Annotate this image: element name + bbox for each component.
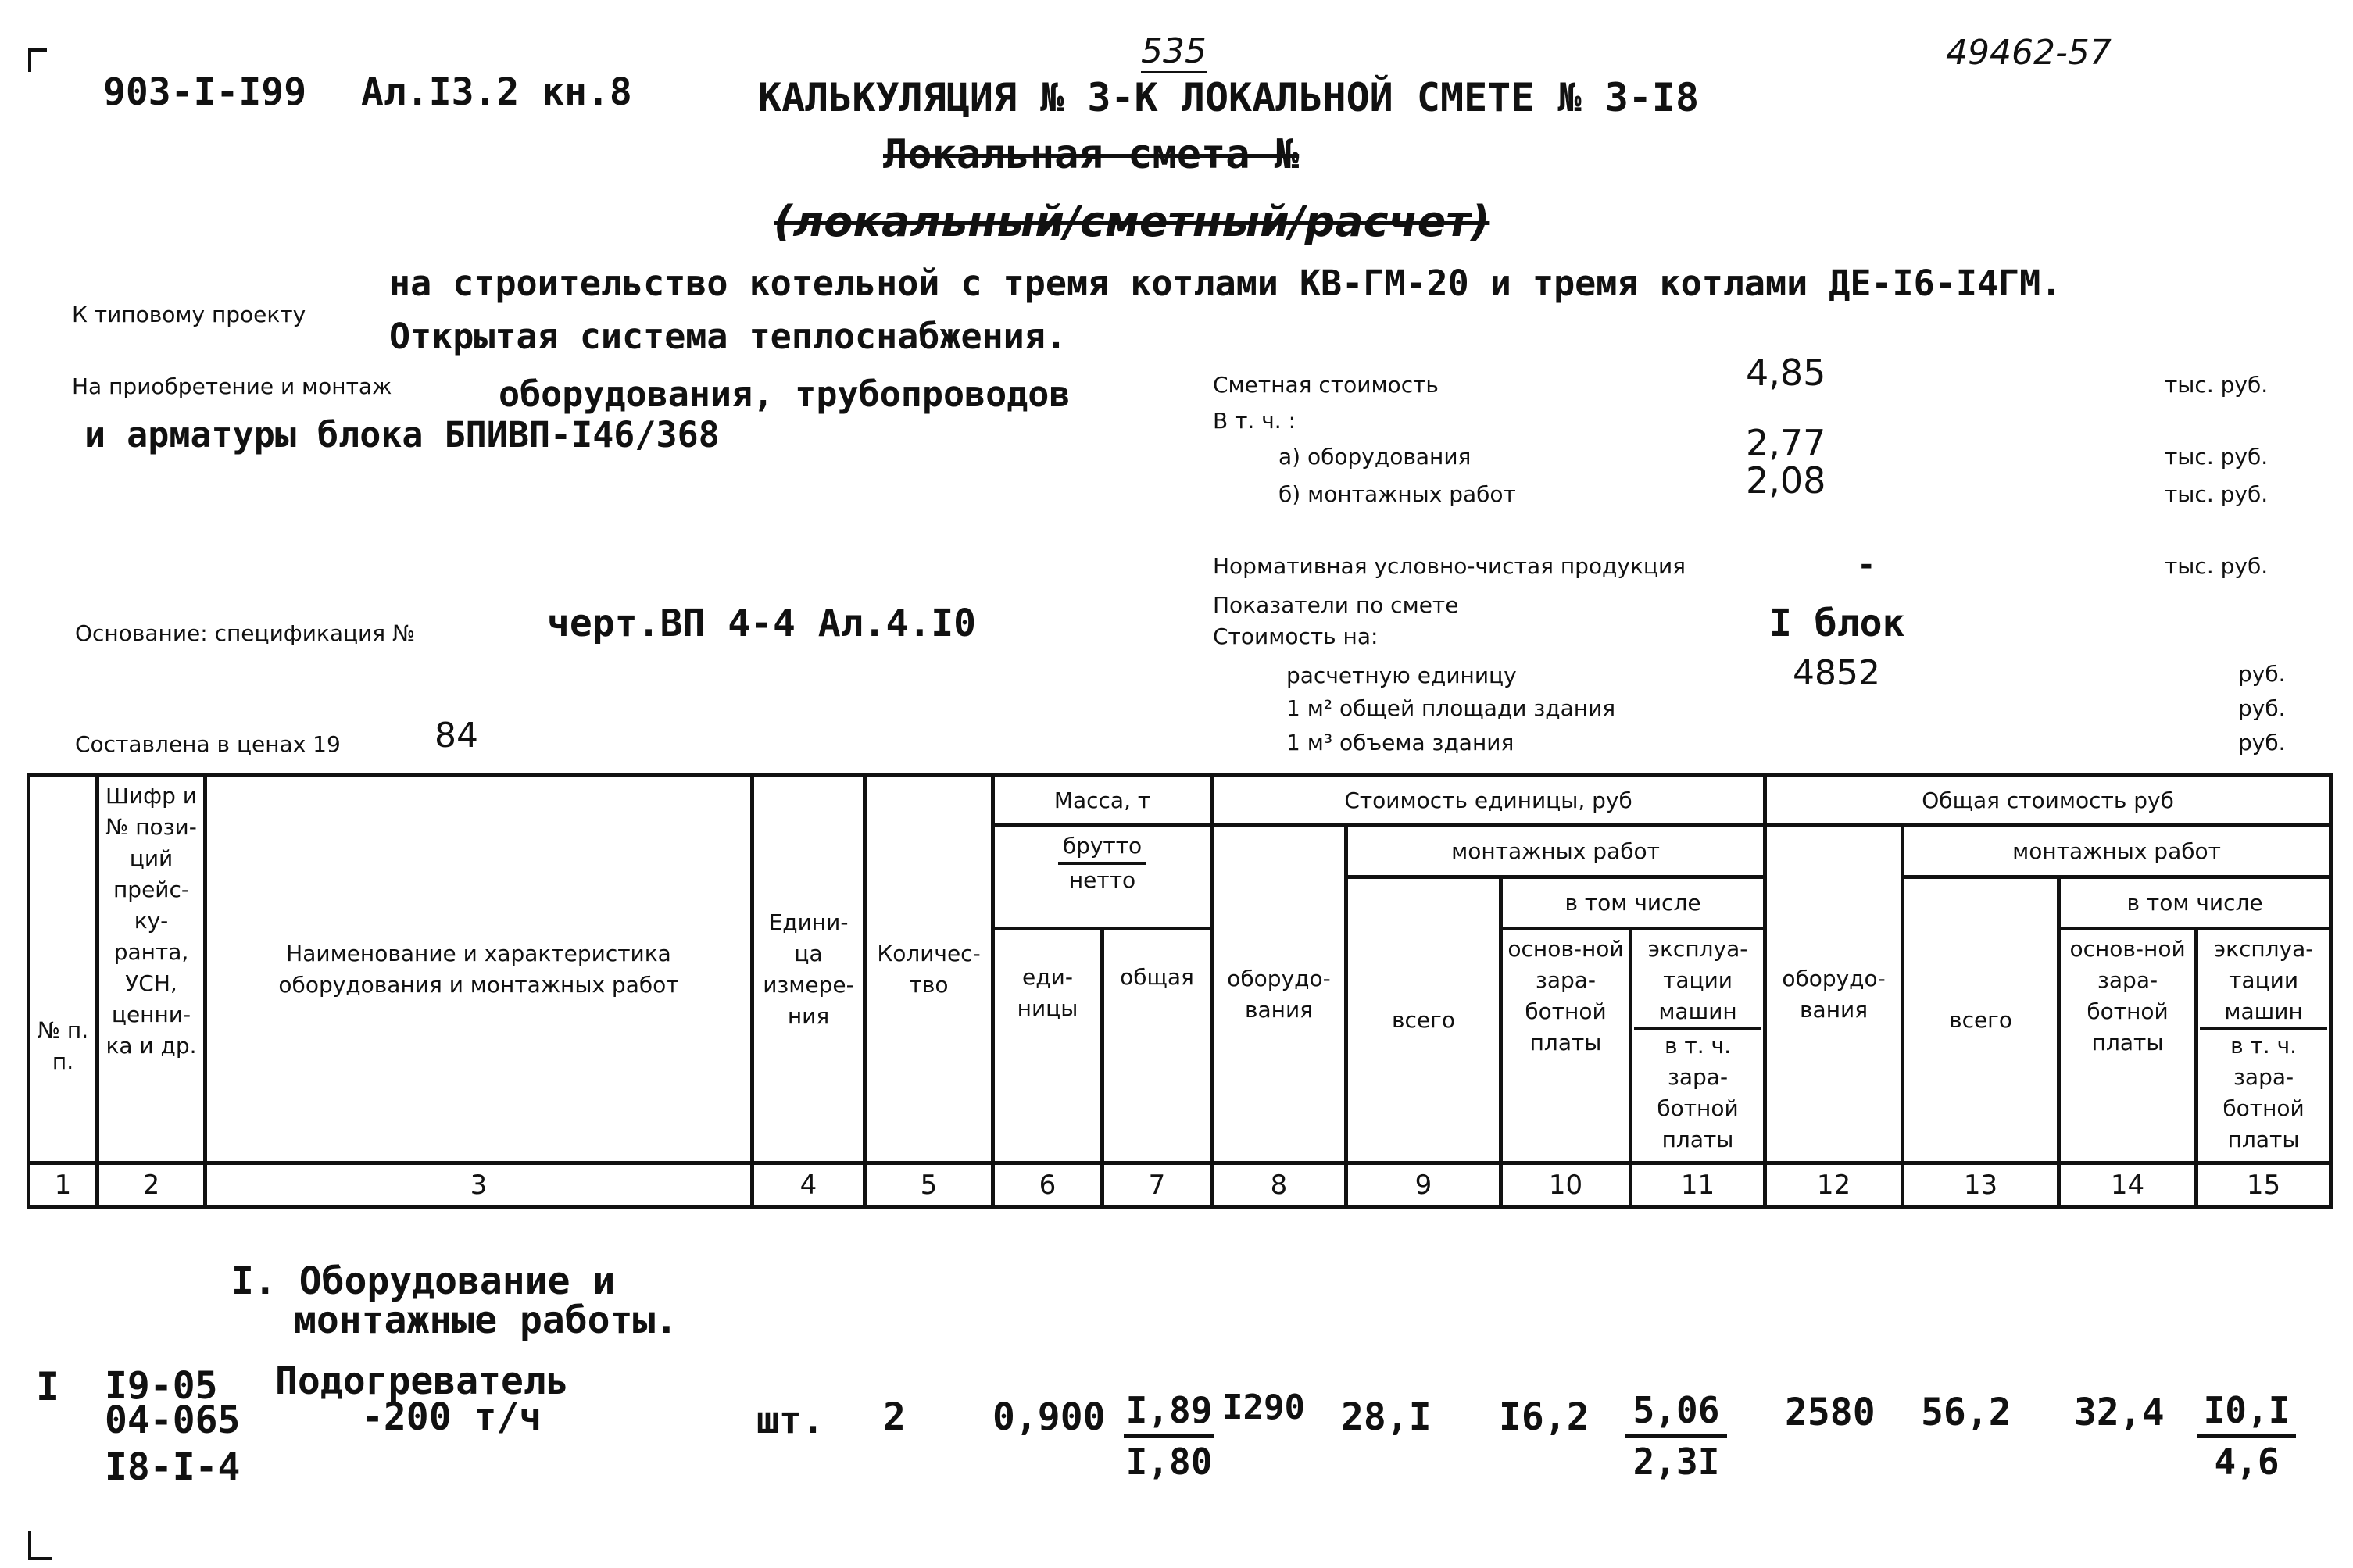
row-qty: 2 bbox=[883, 1395, 906, 1439]
row-code-line-1: I9-05 bbox=[105, 1364, 218, 1408]
calc-unit-value: 4852 bbox=[1793, 653, 1880, 693]
equipment-unit: тыс. руб. bbox=[2165, 444, 2269, 470]
row-name-line-2: -200 т/ч bbox=[361, 1395, 542, 1439]
volume-unit: руб. bbox=[2238, 730, 2286, 755]
corner-mark-bottom-left-h bbox=[28, 1557, 52, 1560]
header-col-11-top: эксплуа-тации машин bbox=[1634, 934, 1761, 1030]
basis-value: черт.ВП 4-4 Ал.4.I0 bbox=[547, 602, 977, 645]
crossed-out-line-1: Локальная смета № bbox=[883, 131, 1300, 178]
area-label: 1 м² общей площади здания bbox=[1286, 695, 1616, 721]
project-label: К типовому проекту bbox=[72, 302, 306, 327]
area-unit: руб. bbox=[2238, 695, 2286, 721]
estimated-cost-value: 4,85 bbox=[1746, 352, 1826, 394]
row-machine-top: 5,06 bbox=[1625, 1389, 1727, 1438]
installation-label: б) монтажных работ bbox=[1278, 481, 1516, 507]
row-name-line-1: Подогреватель bbox=[275, 1359, 569, 1403]
crossed-out-line-2: (локальный/сметный/расчет) bbox=[774, 197, 1490, 246]
calc-unit-label: расчетную единицу bbox=[1286, 663, 1517, 688]
basis-label: Основание: спецификация № bbox=[75, 620, 416, 646]
header-incl: в том числе bbox=[1501, 877, 1765, 929]
cost-per-value: I блок bbox=[1769, 602, 1905, 645]
row-install-total-sum: 56,2 bbox=[1921, 1391, 2011, 1434]
normative-label: Нормативная условно-чистая продукция bbox=[1213, 553, 1686, 579]
calc-unit-unit: руб. bbox=[2238, 661, 2286, 687]
section-title-line-1: I. Оборудование и bbox=[231, 1259, 616, 1303]
header-install-works-2: монтажных работ bbox=[1903, 826, 2331, 877]
row-machine-sum bbox=[2197, 1389, 2296, 1483]
header-col-12: оборудо-вания bbox=[1765, 826, 1903, 1163]
column-number: 14 bbox=[2059, 1163, 2197, 1208]
row-unit: шт. bbox=[756, 1398, 824, 1442]
section-title-line-2: монтажные работы. bbox=[294, 1298, 678, 1342]
estimate-table bbox=[27, 773, 2333, 1209]
column-number: 8 bbox=[1212, 1163, 1346, 1208]
volume-label: 1 м³ объема здания bbox=[1286, 730, 1514, 755]
purchase-text-line-1: оборудования, трубопроводов bbox=[499, 373, 1071, 415]
row-salary-sum: 32,4 bbox=[2074, 1391, 2165, 1434]
header-col-7: общая bbox=[1103, 929, 1212, 1163]
row-install-salary: I6,2 bbox=[1499, 1395, 1590, 1439]
row-code-line-2: 04-065 bbox=[105, 1398, 241, 1442]
doc-code: 903-I-I99 bbox=[103, 70, 307, 114]
column-number: 9 bbox=[1346, 1163, 1501, 1208]
header-col-10: основ-ной зара-ботной платы bbox=[1501, 929, 1631, 1163]
project-text-line-2: Открытая система теплоснабжения. bbox=[389, 316, 1067, 357]
header-incl-2: в том числе bbox=[2059, 877, 2331, 929]
row-mass-total-bottom: I,80 bbox=[1125, 1441, 1213, 1483]
column-number: 6 bbox=[993, 1163, 1103, 1208]
purchase-label: На приобретение и монтаж bbox=[72, 373, 392, 399]
header-col-6: еди-ницы bbox=[993, 929, 1103, 1163]
indicators-label: Показатели по смете bbox=[1213, 592, 1459, 618]
column-number: 11 bbox=[1631, 1163, 1765, 1208]
row-equip-total: 2580 bbox=[1785, 1391, 1876, 1434]
header-col-5: Количес-тво bbox=[865, 776, 993, 1163]
header-install-works: монтажных работ bbox=[1346, 826, 1765, 877]
column-number: 7 bbox=[1103, 1163, 1212, 1208]
row-machine bbox=[1625, 1389, 1727, 1483]
column-number: 10 bbox=[1501, 1163, 1631, 1208]
header-col-14: основ-ной зара-ботной платы bbox=[2059, 929, 2197, 1163]
header-brutto-netto bbox=[993, 826, 1212, 929]
row-machine-sum-bottom: 4,6 bbox=[2214, 1441, 2280, 1483]
row-code-line-3: I8-I-4 bbox=[105, 1445, 241, 1489]
row-machine-sum-top: I0,I bbox=[2197, 1389, 2296, 1438]
header-brutto: брутто bbox=[1058, 830, 1146, 865]
row-mass-total bbox=[1124, 1389, 1214, 1483]
column-number: 3 bbox=[206, 1163, 753, 1208]
row-install-total: 28,I bbox=[1341, 1395, 1432, 1439]
corner-mark-top-left-v bbox=[28, 48, 31, 72]
column-number: 15 bbox=[2197, 1163, 2331, 1208]
album-reference: Ал.I3.2 кн.8 bbox=[361, 70, 632, 114]
page-number: 535 bbox=[1141, 31, 1207, 73]
header-col-15 bbox=[2197, 929, 2331, 1163]
project-text-line-1: на строительство котельной с тремя котлами КВ-ГМ-20 и тремя котлами ДЕ-I6-I4ГМ. bbox=[389, 263, 2062, 304]
row-equip-unit-cost: I290 bbox=[1222, 1388, 1305, 1427]
row-mass-total-top: I,89 bbox=[1124, 1389, 1214, 1438]
estimated-cost-unit: тыс. руб. bbox=[2165, 372, 2269, 398]
header-col-2: Шифр и № пози-ций прейс-ку-ранта, УСН, ценни-ка и др. bbox=[98, 776, 206, 1163]
prices-year: 84 bbox=[434, 716, 478, 755]
prices-label: Составлена в ценах 19 bbox=[75, 731, 341, 757]
normative-value: - bbox=[1860, 547, 1873, 583]
header-col-15-bottom: в т. ч. зара-ботной платы bbox=[2222, 1033, 2305, 1152]
header-col-8: оборудо-вания bbox=[1212, 826, 1346, 1163]
header-total-cost: Общая стоимость руб bbox=[1765, 776, 2331, 826]
equipment-value: 2,77 bbox=[1746, 422, 1826, 464]
row-number: I bbox=[36, 1364, 60, 1409]
incl-label: В т. ч. : bbox=[1213, 408, 1296, 434]
inventory-number: 49462-57 bbox=[1946, 33, 2112, 73]
header-col-3: Наименование и характеристика оборудования и монтажных работ bbox=[206, 776, 753, 1163]
header-col-1: № п. п. bbox=[29, 776, 98, 1163]
corner-mark-bottom-left-v bbox=[28, 1531, 31, 1560]
header-col-9: всего bbox=[1346, 877, 1501, 1163]
column-number: 1 bbox=[29, 1163, 98, 1208]
header-col-11 bbox=[1631, 929, 1765, 1163]
header-col-13: всего bbox=[1903, 877, 2059, 1163]
row-machine-bottom: 2,3I bbox=[1632, 1441, 1720, 1483]
purchase-text-line-2: и арматуры блока БПИВП-I46/368 bbox=[84, 414, 720, 455]
header-mass: Масса, т bbox=[993, 776, 1212, 826]
column-number: 5 bbox=[865, 1163, 993, 1208]
header-col-11-bottom: в т. ч. зара-ботной платы bbox=[1657, 1033, 1739, 1152]
document-title: КАЛЬКУЛЯЦИЯ № 3-К ЛОКАЛЬНОЙ СМЕТЕ № 3-I8 bbox=[758, 75, 1700, 120]
estimated-cost-label: Сметная стоимость bbox=[1213, 372, 1439, 398]
header-unit-cost: Стоимость единицы, руб bbox=[1212, 776, 1765, 826]
installation-value: 2,08 bbox=[1746, 459, 1826, 502]
header-col-4: Едини-ца измере-ния bbox=[753, 776, 865, 1163]
column-number: 2 bbox=[98, 1163, 206, 1208]
column-number: 13 bbox=[1903, 1163, 2059, 1208]
row-mass-unit: 0,900 bbox=[992, 1395, 1106, 1439]
header-netto: нетто bbox=[1068, 867, 1136, 893]
normative-unit: тыс. руб. bbox=[2165, 553, 2269, 579]
cost-per-label: Стоимость на: bbox=[1213, 623, 1379, 649]
column-number: 4 bbox=[753, 1163, 865, 1208]
installation-unit: тыс. руб. bbox=[2165, 481, 2269, 507]
column-number: 12 bbox=[1765, 1163, 1903, 1208]
equipment-label: а) оборудования bbox=[1278, 444, 1472, 470]
header-col-15-top: эксплуа-тации машин bbox=[2200, 934, 2327, 1030]
